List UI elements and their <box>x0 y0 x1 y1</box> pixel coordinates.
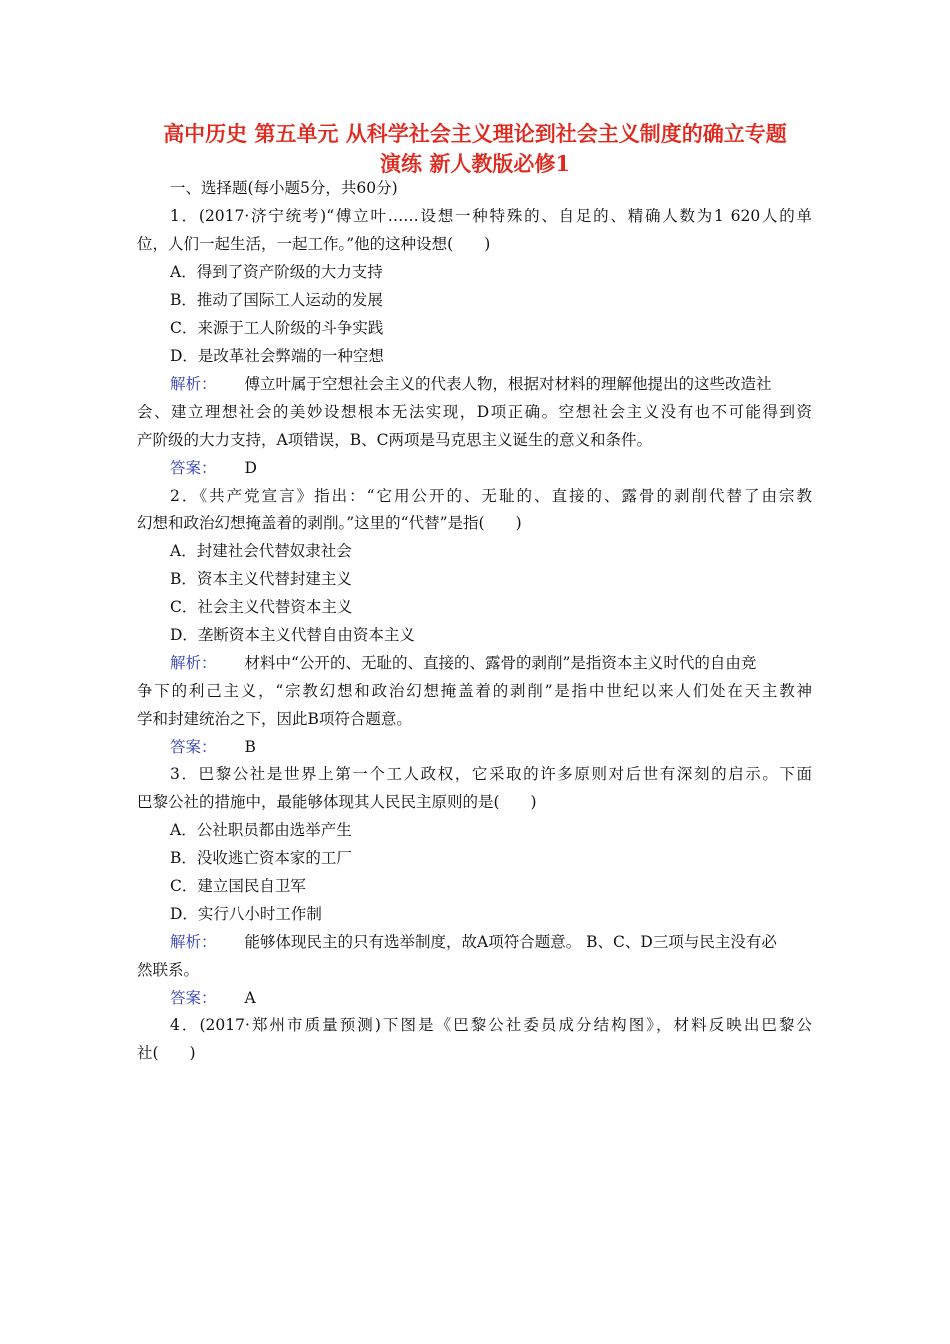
option-c: C．建立国民自卫军 <box>170 877 306 895</box>
analysis-line <box>170 932 812 952</box>
option-a: A．封建社会代替奴隶社会 <box>170 542 352 560</box>
question-stem-line: 2．《共产党宣言》指出：“它用公开的、无耻的、直接的、露骨的剥削代替了由宗教 <box>170 487 812 505</box>
option-b: B．没收逃亡资本家的工厂 <box>170 849 352 867</box>
question-stem-line: 社( ) <box>137 1044 196 1062</box>
analysis-label: 解析： <box>170 654 217 672</box>
question-stem-line: 位，人们一起生活，一起工作。”他的这种设想( ) <box>137 235 491 253</box>
question-stem-line: 3．巴黎公社是世界上第一个工人政权，它采取的许多原则对后世有深刻的启示。下面 <box>170 765 812 783</box>
option-b: B．资本主义代替封建主义 <box>170 570 352 588</box>
answer-line <box>170 737 256 757</box>
answer-line <box>170 458 257 478</box>
analysis-text: 材料中“公开的、无耻的、直接的、露骨的剥削”是指资本主义时代的自由竞 <box>244 654 757 672</box>
document-title-line-2: 演练 新人教版必修1 <box>380 151 570 176</box>
question-stem-line: 巴黎公社的措施中，最能够体现其人民民主原则的是( ) <box>137 793 537 811</box>
section-heading: 一、选择题(每小题5分，共60分) <box>170 179 398 197</box>
analysis-label: 解析： <box>170 933 217 951</box>
answer-label: 答案： <box>170 989 217 1007</box>
analysis-text: 傅立叶属于空想社会主义的代表人物，根据对材料的理解他提出的这些改造社 <box>244 375 772 393</box>
document-title-line-1: 高中历史 第五单元 从科学社会主义理论到社会主义制度的确立专题 <box>163 121 787 146</box>
analysis-line: 学和封建统治之下，因此B项符合题意。 <box>137 710 412 728</box>
option-b: B．推动了国际工人运动的发展 <box>170 291 383 309</box>
analysis-line: 会、建立理想社会的美妙设想根本无法实现，D项正确。空想社会主义没有也不可能得到资 <box>137 403 812 421</box>
option-d: D．是改革社会弊端的一种空想 <box>170 347 384 365</box>
option-c: C．社会主义代替资本主义 <box>170 598 353 616</box>
option-a: A．公社职员都由选举产生 <box>170 821 352 839</box>
answer-value: A <box>244 989 256 1007</box>
option-c: C．来源于工人阶级的斗争实践 <box>170 319 384 337</box>
analysis-line: 争下的利己主义，“宗教幻想和政治幻想掩盖着的剥削”是指中世纪以来人们处在天主教神 <box>137 682 812 700</box>
answer-line <box>170 988 256 1008</box>
question-stem-line: 幻想和政治幻想掩盖着的剥削。”这里的“代替”是指( ) <box>137 514 522 532</box>
answer-label: 答案： <box>170 459 217 477</box>
analysis-line: 产阶级的大力支持，A项错误，B、C两项是马克思主义诞生的意义和条件。 <box>137 431 652 449</box>
answer-value: B <box>244 738 256 756</box>
analysis-line <box>170 374 812 394</box>
option-d: D．垄断资本主义代替自由资本主义 <box>170 626 415 644</box>
question-stem-line: 1．(2017·济宁统考)“傅立叶……设想一种特殊的、自足的、精确人数为1 620人的单 <box>170 207 812 225</box>
option-a: A．得到了资产阶级的大力支持 <box>170 263 383 281</box>
answer-label: 答案： <box>170 738 217 756</box>
question-stem-line: 4．(2017·郑州市质量预测)下图是《巴黎公社委员成分结构图》，材料反映出巴黎公 <box>170 1016 812 1034</box>
analysis-text: 能够体现民主的只有选举制度，故A项符合题意。 B、C、D三项与民主没有必 <box>244 933 777 951</box>
option-d: D．实行八小时工作制 <box>170 905 322 923</box>
analysis-line <box>170 653 812 673</box>
analysis-label: 解析： <box>170 375 217 393</box>
analysis-line: 然联系。 <box>137 961 200 979</box>
answer-value: D <box>244 459 257 477</box>
